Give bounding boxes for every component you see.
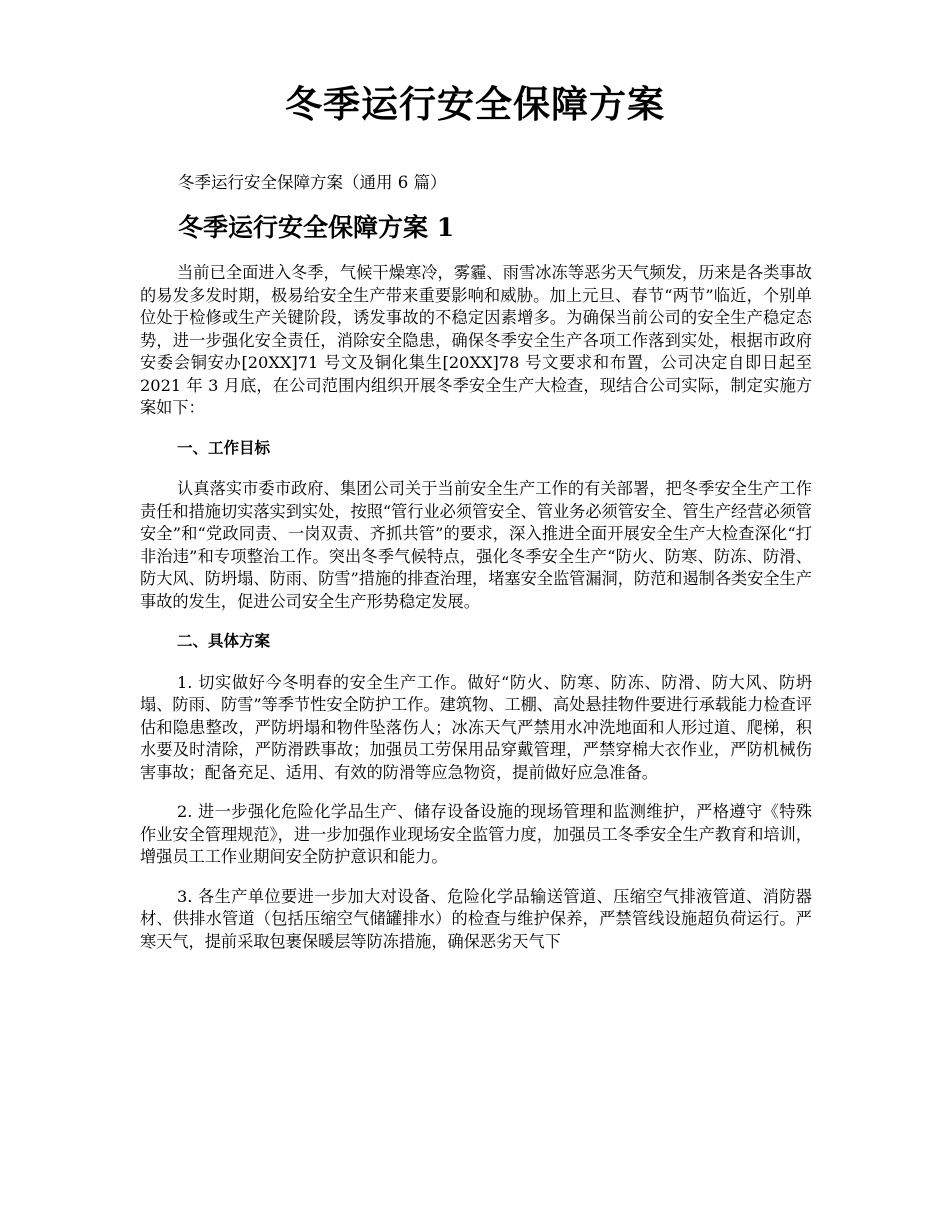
paragraph-intro: 当前已全面进入冬季，气候干燥寒冷，雾霾、雨雪冰冻等恶劣天气频发，历来是各类事故的易发多发时期，极易给安全生产带来重要影响和威胁。加上元旦、春节“两节”临近，个别单位处于检修或生产关键阶段，诱发事故的不稳定因素增多。为确保当前公司的安全生产稳定态势，进一步强化安全责任，消除安全隐患，确保冬季安全生产各项工作落到实处，根据市政府安委会铜安办[20XX]71 号文及铜化集生[20XX]78 号文要求和布置，公司决定自即日起至 2021 年 3 月底，在公司范围内组织开展冬季安全生产大检查，现结合公司实际，制定实施方案如下： (140, 263, 812, 417)
paragraph-plan-item-2: 2. 进一步强化危险化学品生产、储存设备设施的现场管理和监测维护，严格遵守《特殊作业安全管理规范》，进一步加强作业现场安全监管力度，加强员工冬季安全生产教育和培训，增强员工工作业期间安全防护意识和能力。 (140, 802, 812, 866)
document-title: 冬季运行安全保障方案 (285, 82, 665, 126)
document-subtitle: 冬季运行安全保障方案（通用 6 篇） (178, 173, 447, 192)
paragraph-plan-item-3: 3. 各生产单位要进一步加大对设备、危险化学品输送管道、压缩空气排液管道、消防器材、供排水管道（包括压缩空气储罐排水）的检查与维护保养，严禁管线设施超负荷运行。严寒天气，提前采取包裹保暖层等防冻措施，确保恶劣天气下 (140, 886, 812, 951)
section-heading: 冬季运行安全保障方案 1 (178, 213, 455, 242)
paragraph-work-goal: 认真落实市委市政府、集团公司关于当前安全生产工作的有关部署，把冬季安全生产工作责任和措施切实落实到实处，按照“管行业必须管安全、管业务必须管安全、管生产经营必须管安全”和“党政同责、一岗双责、齐抓共管”的要求，深入推进全面开展安全生产大检查深化“打非治违”和专项整治工作。突出冬季气候特点，强化冬季安全生产“防火、防寒、防冻、防滑、防大风、防坍塌、防雨、防雪”措施的排查治理，堵塞安全监管漏洞，防范和遏制各类安全生产事故的发生，促进公司安全生产形势稳定发展。 (140, 479, 812, 611)
paragraph-plan-item-1: 1. 切实做好今冬明春的安全生产工作。做好“防火、防寒、防冻、防滑、防大风、防坍塌、防雨、防雪”等季节性安全防护工作。建筑物、工棚、高处悬挂物件要进行承载能力检查评估和隐患整改，严防坍塌和物件坠落伤人；冰冻天气严禁用水冲洗地面和人形过道、爬梯，积水要及时清除，严防滑跌事故；加强员工劳保用品穿戴管理，严禁穿棉大衣作业，严防机械伤害事故；配备充足、适用、有效的防滑等应急物资，提前做好应急准备。 (140, 672, 812, 782)
subheading-specific-plan: 二、具体方案 (177, 632, 271, 650)
document-body (140, 262, 812, 953)
subheading-work-goal: 一、工作目标 (177, 438, 271, 457)
